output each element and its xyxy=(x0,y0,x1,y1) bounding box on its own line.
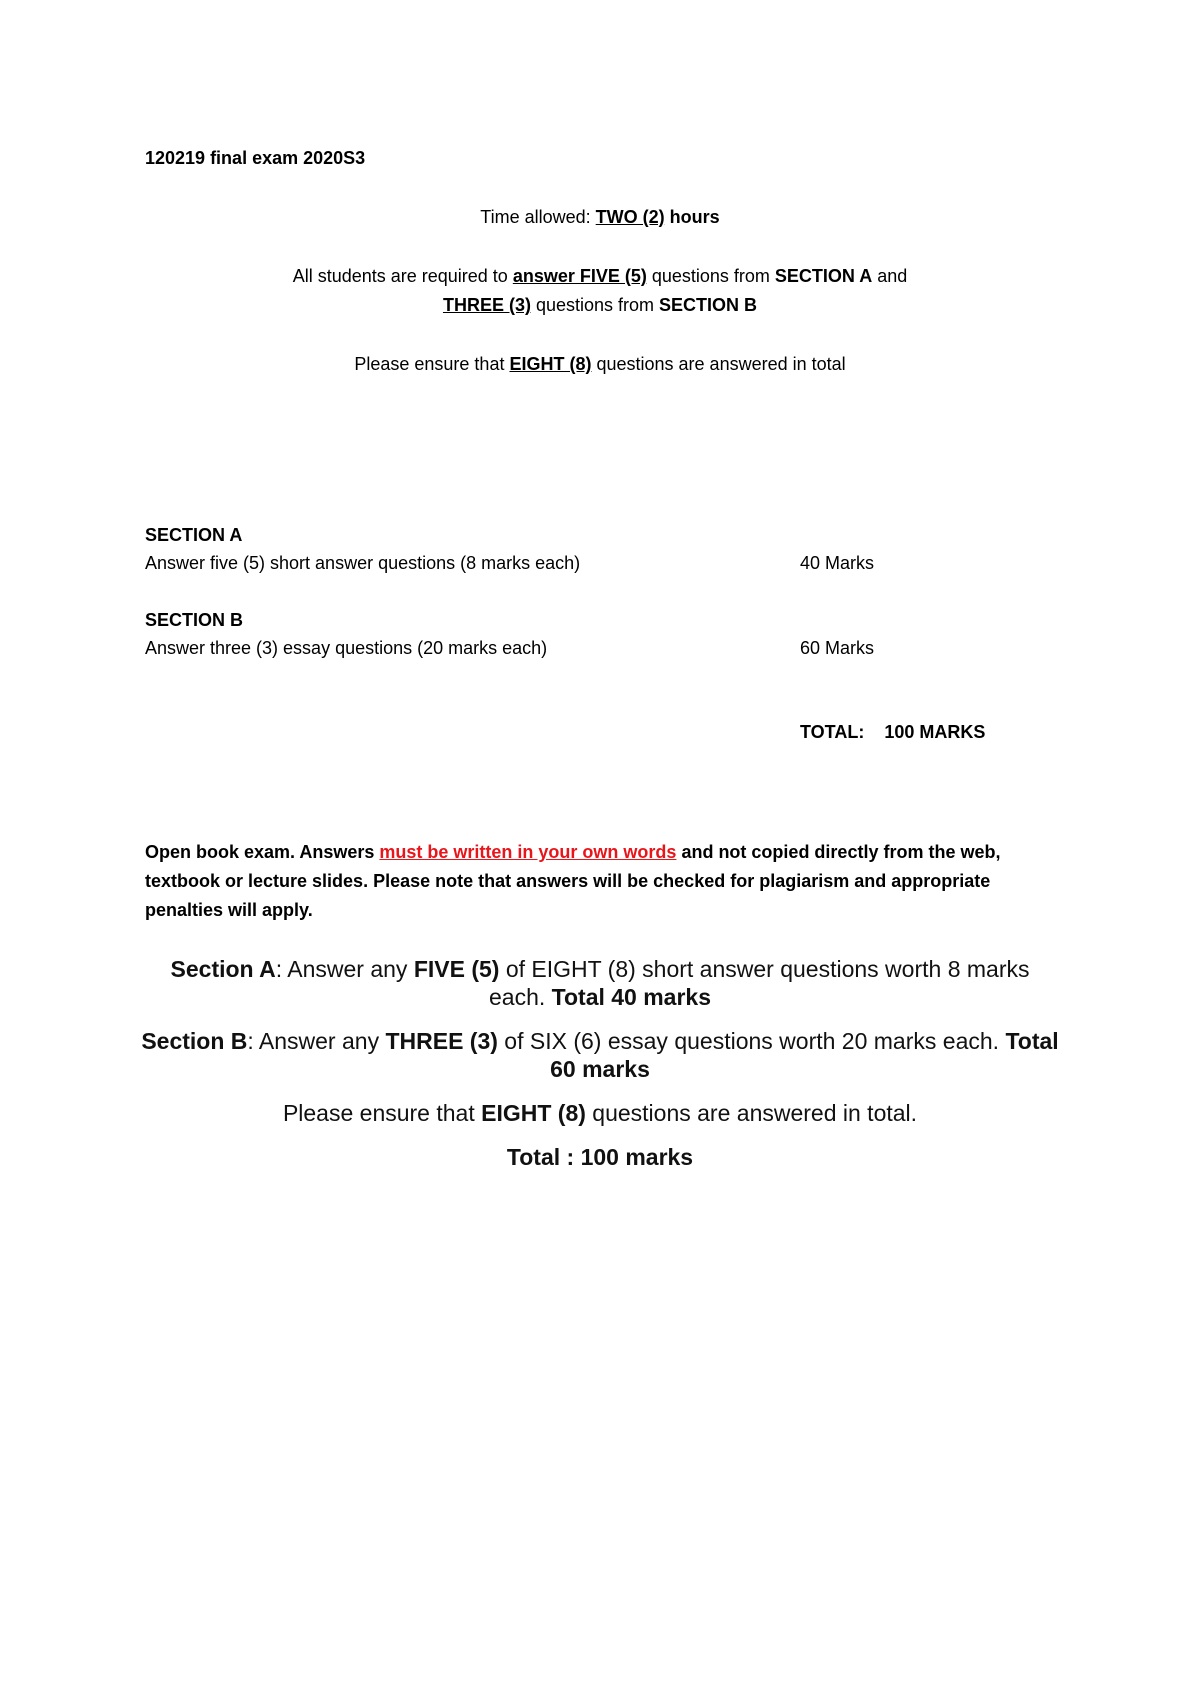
grand-total: Total : 100 marks xyxy=(506,1144,694,1170)
rule-total: Total 60 marks xyxy=(550,1028,1059,1082)
section-b-marks: 60 Marks xyxy=(800,638,875,658)
requirement-text: All students are required to xyxy=(292,266,513,286)
section-a-rule xyxy=(140,955,1060,1011)
section-a-description: Answer five (5) short answer questions (8 marks each) xyxy=(145,553,581,573)
rule-total: Total 40 marks xyxy=(551,984,712,1010)
notice-highlight: must be written in your own words xyxy=(379,842,677,862)
rule-section-label: Section B xyxy=(141,1028,248,1054)
requirement-line-2 xyxy=(0,295,1200,316)
rule-emphasis: EIGHT (8) xyxy=(481,1100,586,1126)
open-book-notice xyxy=(145,838,1050,925)
section-a-heading: SECTION A xyxy=(145,525,243,545)
time-suffix: hours xyxy=(664,207,720,227)
answer-five-emphasis: answer FIVE (5) xyxy=(512,266,647,286)
section-b-heading: SECTION B xyxy=(145,610,244,630)
ensure-text: questions are answered in total xyxy=(591,354,846,374)
rule-emphasis: THREE (3) xyxy=(385,1028,498,1054)
section-b-description: Answer three (3) essay questions (20 marks each) xyxy=(145,638,548,658)
section-b-ref: SECTION B xyxy=(659,295,758,315)
requirement-text: and xyxy=(872,266,908,286)
rule-text: Please ensure that xyxy=(282,1100,482,1126)
notice-text: and not copied directly from the web, textbook or lecture slides. Please note that answers will be checked for plagiarism and appropriate penalties will apply. xyxy=(145,842,1001,920)
notice-text: Open book exam. Answers xyxy=(145,842,380,862)
requirement-text: questions from xyxy=(646,266,775,286)
exam-title: 120219 final exam 2020S3 xyxy=(145,148,366,168)
rule-text: questions are answered in total. xyxy=(585,1100,918,1126)
rule-emphasis: FIVE (5) xyxy=(413,956,500,982)
time-prefix: Time allowed: xyxy=(480,207,596,227)
total-value: 100 MARKS xyxy=(884,722,986,742)
requirement-text: questions from xyxy=(530,295,660,315)
section-b-rule xyxy=(140,1027,1060,1083)
rule-section-label: Section A xyxy=(170,956,276,982)
total-label: TOTAL: xyxy=(800,722,865,742)
rule-text: of EIGHT (8) short answer questions worth 8 marks each. xyxy=(488,956,1030,1010)
requirement-line-1 xyxy=(0,266,1200,287)
rule-ensure-line xyxy=(0,1100,1200,1127)
total-marks-row xyxy=(800,722,985,743)
eight-emphasis: EIGHT (8) xyxy=(509,354,592,374)
rule-text: of SIX (6) essay questions worth 20 marks each. xyxy=(497,1028,1006,1054)
time-allowed xyxy=(0,207,1200,228)
section-a-ref: SECTION A xyxy=(774,266,873,286)
rule-text: : Answer any xyxy=(247,1028,386,1054)
time-value: TWO (2) xyxy=(595,207,665,227)
rule-text: : Answer any xyxy=(275,956,414,982)
section-a-marks: 40 Marks xyxy=(800,553,875,573)
three-emphasis: THREE (3) xyxy=(442,295,531,315)
ensure-total-line xyxy=(0,354,1200,375)
ensure-text: Please ensure that xyxy=(354,354,510,374)
